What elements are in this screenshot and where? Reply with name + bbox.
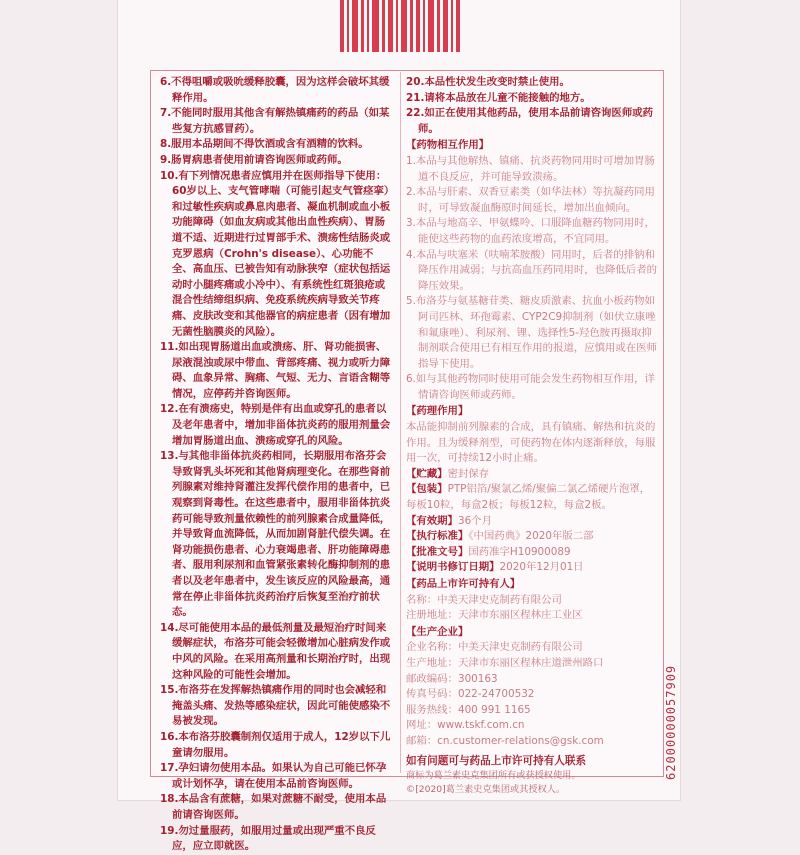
storage-row (406, 467, 660, 483)
revision-row (406, 560, 660, 576)
precaution-10: 10.有下列情况患者应慎用并在医师指导下使用：60岁以上、支气管哮喘（可能引起支气管痉挛）和过敏性疾病或鼻息肉患者、凝血机制或血小板功能障碍（如血友病或其他出血性疾病）、胃肠道不适、近期进行过胃部手术、溃疡性结肠炎或克罗恩病（Crohn's disease）、心功能不全、高血压、已被告知有动脉狭窄（症状包括运动时小腿疼痛或小冷中）、有系统性红斑狼疮或混合性结缔组织病、免疫系统疾病导致关节疼痛、皮肤改变和其他器官的病症患者（因有增加无菌性脑膜炎的风险）。 (160, 169, 391, 338)
precaution-17: 17.孕妇请勿使用本品。如果认为自己可能已怀孕或计划怀孕，请在使用本品前咨询医师。 (160, 762, 387, 790)
maker-email: 邮箱：cn.customer-relations@gsk.com (406, 734, 604, 747)
left-column (160, 75, 394, 855)
interaction-1: 1.本品与其他解热、镇痛、抗炎药物同用时可增加胃肠道不良反应，并可能导致溃疡。 (406, 154, 655, 183)
validity-heading: 【有效期】 (406, 514, 458, 527)
interaction-6: 6.如与其他药物同时使用可能会发生药物相互作用，详情请咨询医师或药师。 (406, 373, 655, 401)
barcode-number: 62000000057909 (664, 664, 678, 780)
interaction-2: 2.本品与肝素、双香豆素类（如华法林）等抗凝药同用时，可导致凝血酶原时间延长，增加出血倾向。 (406, 186, 655, 214)
standard-text: 《中国药典》2020年版二部 (468, 530, 594, 543)
precaution-11: 11.如出现胃肠道出血或溃疡、肝、肾功能损害、尿液混浊或尿中带血、背部疼痛、视力或听力障碍、血象异常、胸痛、气短、无力、言语含糊等情况，应停药并咨询医师。 (160, 341, 391, 400)
approval-row (406, 545, 660, 561)
maker-hotline: 服务热线：400 991 1165 (406, 703, 531, 716)
column-divider (400, 72, 401, 773)
right-column (406, 75, 660, 797)
mah-heading: 【药品上市许可持有人】 (406, 578, 521, 590)
package-heading: 【包装】 (406, 483, 448, 496)
revision-text: 2020年12月01日 (499, 561, 584, 574)
trademark-note: 商标为葛兰素史克集团所有或获授权使用。 (406, 770, 581, 782)
interaction-4: 4.本品与呋塞米（呋喃苯胺酸）同用时，后者的排钠和降压作用减弱；与抗高血压药同用时，也降低后者的降压效果。 (406, 248, 657, 292)
revision-heading: 【说明书修订日期】 (406, 561, 500, 574)
precaution-8: 8.服用本品期间不得饮酒或含有酒精的饮料。 (160, 138, 369, 151)
precaution-20: 20.本品性状发生改变时禁止使用。 (406, 76, 570, 88)
contact-line: 如有问题可与药品上市许可持有人联系 (406, 754, 587, 767)
maker-fax: 传真号码：022-24700532 (406, 688, 535, 701)
maker-name: 企业名称：中美天津史克制药有限公司 (406, 641, 583, 654)
maker-heading: 【生产企业】 (406, 625, 469, 638)
storage-heading: 【贮藏】 (406, 467, 448, 480)
pharmacology-heading: 【药理作用】 (406, 405, 469, 418)
approval-text: 国药准字H10900089 (468, 545, 571, 558)
precaution-6: 6.不得咀嚼或吸吮缓释胶囊，因为这样会破坏其缓释作用。 (160, 76, 390, 104)
precaution-22: 22.如正在使用其他药品，使用本品前请咨询医师或药师。 (406, 107, 653, 135)
copyright-note: ©[2020]葛兰素史克集团或其授权人。 (406, 784, 566, 796)
precaution-16: 16.本布洛芬胶囊制剂仅适用于成人，12岁以下儿童请勿服用。 (160, 730, 391, 759)
approval-heading: 【批准文号】 (406, 545, 469, 558)
interaction-5: 5.布洛芬与氨基糖苷类、糖皮质激素、抗血小板药物如阿司匹林、环孢霉素、CYP2C9抑制剂（如伏立康唑和氟康唑）、利尿剂、锂、选择性5-羟色胺再摄取抑制剂联合使用已有相互作用的报道，应慎用或在医师指导下使用。 (406, 295, 657, 370)
mah-address: 注册地址：天津市东丽区程林庄工业区 (406, 609, 583, 622)
maker-website: 网址：www.tskf.com.cn (406, 719, 525, 732)
maker-address: 生产地址：天津市东丽区程林庄道泄州路口 (406, 656, 604, 669)
precaution-15: 15.布洛芬在发挥解热镇痛作用的同时也会减轻和掩盖头痛、发热等感染症状，因此可能使感染不易被发现。 (160, 684, 391, 728)
precaution-18: 18.本品含有蔗糖，如果对蔗糖不耐受，使用本品前请咨询医师。 (160, 793, 387, 821)
pharmacology-text: 本品能抑制前列腺素的合成，具有镇痛、解热和抗炎的作用。且为缓释剂型，可使药物在体内逐渐释放，每服用一次，可持续12小时止痛。 (406, 421, 656, 465)
package-row (406, 482, 660, 513)
standard-row (406, 529, 660, 545)
package-text: PTP铝箔/聚氯乙烯/聚偏二氯乙烯硬片泡罩，每板10粒，每盒2板；每板12粒，每盒2板。 (406, 483, 651, 512)
precaution-12: 12.在有溃疡史，特别是伴有出血或穿孔的患者以及老年患者中，增加非甾体抗炎药的服用剂量会增加胃肠道出血、溃疡或穿孔的风险。 (160, 403, 391, 447)
precaution-9: 9.肠胃病患者使用前请咨询医师或药师。 (160, 153, 348, 166)
precaution-21: 21.请将本品放在儿童不能接触的地方。 (406, 91, 591, 104)
precaution-7: 7.不能同时服用其他含有解热镇痛药的药品（如某些复方抗感冒药）。 (160, 107, 390, 135)
maker-postcode: 邮政编码：300163 (406, 672, 498, 685)
interactions-heading: 【药物相互作用】 (406, 139, 490, 152)
precaution-19: 19.勿过量服药，如服用过量或出现严重不良反应，应立即就医。 (160, 824, 376, 853)
barcode-marks (340, 0, 460, 52)
mah-name: 名称：中美天津史克制药有限公司 (406, 593, 562, 606)
storage-text: 密封保存 (447, 467, 490, 480)
precaution-14: 14.尽可能使用本品的最低剂量及最短治疗时间来缓解症状，布洛芬可能会轻微增加心脏病发作或中风的风险。在采用高剂量和长期治疗时，出现这种风险的可能性会增加。 (160, 621, 391, 681)
validity-text: 36个月 (457, 514, 492, 527)
precaution-13: 13.与其他非甾体抗炎药相同，长期服用布洛芬会导致肾乳头坏死和其他肾病理变化。在那些肾前列腺素对维持肾灌注发挥代偿作用的患者中，已观察到肾毒性。在这些患者中，服用非甾体抗炎药可能导致剂量依赖性的前列腺素合成量降低，并导致肾血流降低，从而加剧肾脏代偿失调。在肾功能损伤患者、心力衰竭患者、肝功能障碍患者、服用利尿剂和血管紧张素转化酶抑制剂的患者以及老年患者中，发生该反应的风险最高，通常在停止非甾体抗炎药治疗后恢复至治疗前状态。 (160, 450, 391, 619)
validity-row (406, 514, 660, 530)
standard-heading: 【执行标准】 (406, 530, 469, 543)
interaction-3: 3.本品与地高辛、甲氨蝶呤、口服降血糖药物同用时，能使这些药物的血药浓度增高，不宜同用。 (406, 217, 655, 245)
